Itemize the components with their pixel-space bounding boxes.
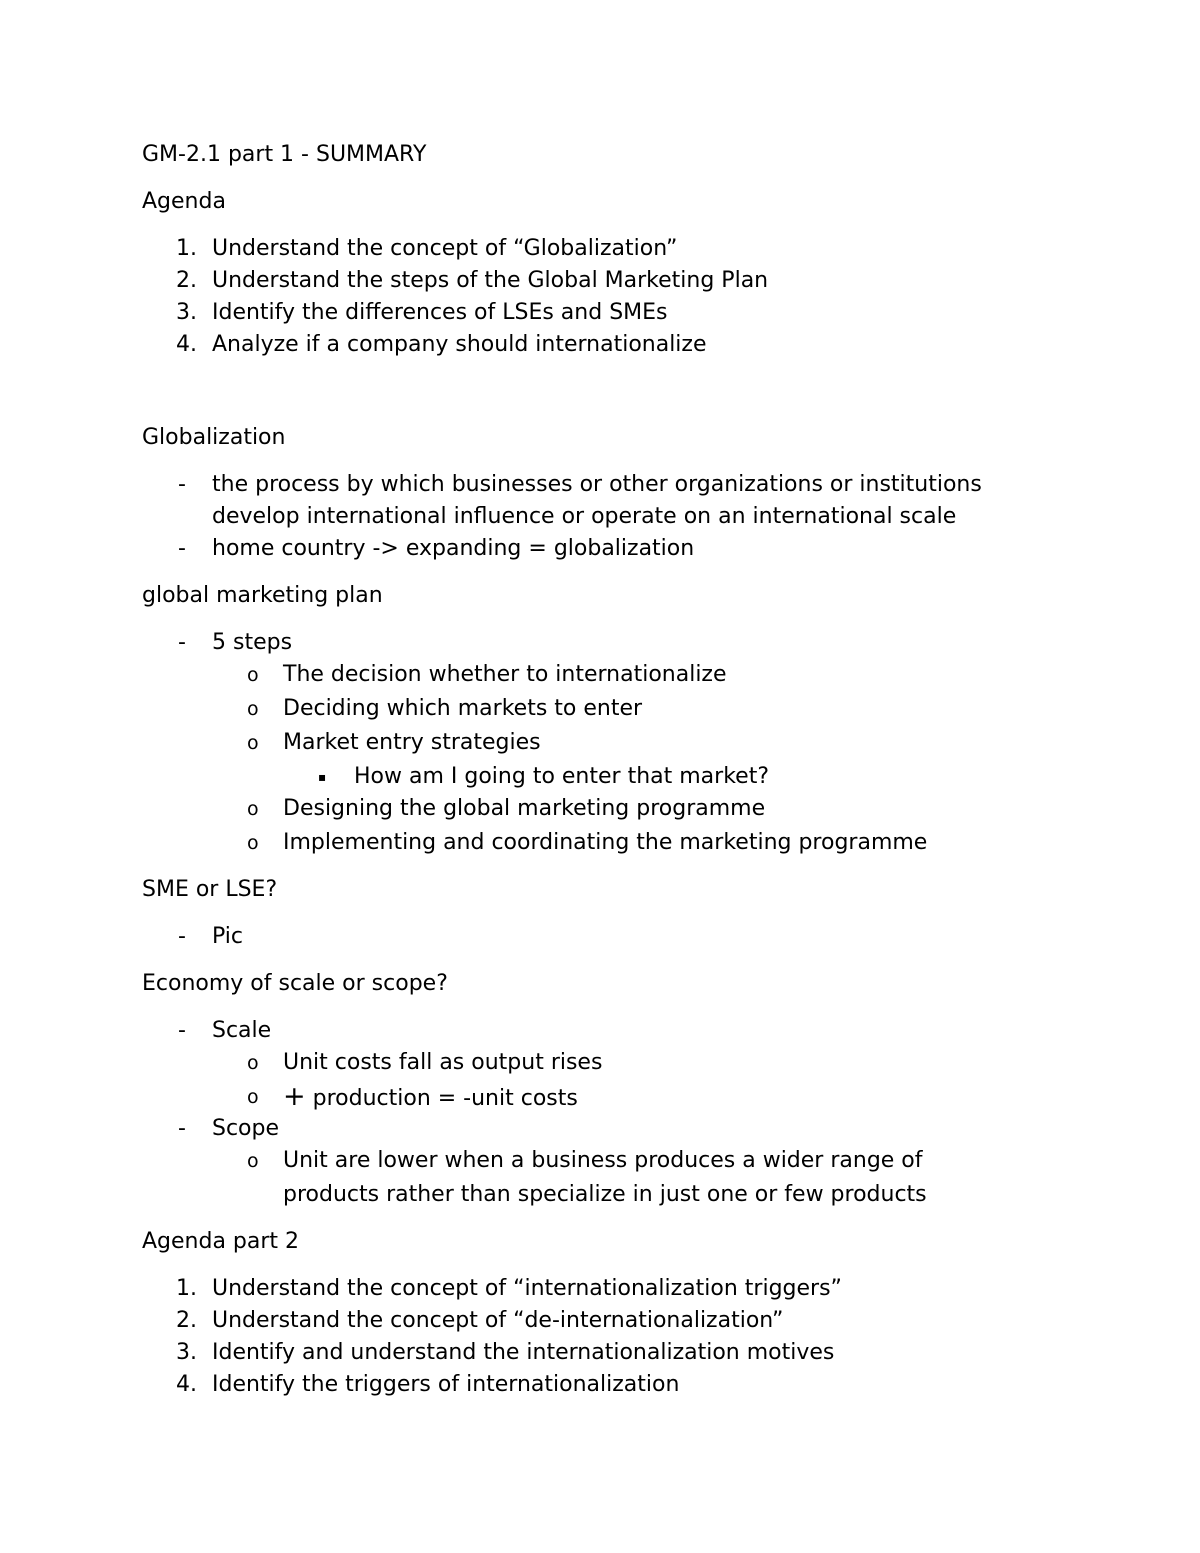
list-item-text: Understand the concept of “internationalization triggers” (212, 1276, 842, 1301)
sub-bullet-text: Designing the global marketing programme (283, 796, 766, 821)
bullet-text: Scale (212, 1018, 272, 1043)
dash-bullet: - (178, 536, 186, 561)
agenda-item (142, 1305, 1062, 1337)
dash-bullet: - (178, 924, 186, 949)
list-number: 1. (176, 1276, 197, 1301)
agenda-heading: Agenda (142, 189, 226, 214)
sub-bullet-item (142, 1145, 1062, 1177)
list-number: 3. (176, 300, 197, 325)
sub-bullet-item (142, 693, 1062, 725)
list-item-text: Analyze if a company should internationalize (212, 332, 707, 357)
sub-bullet-continuation (142, 1179, 1062, 1211)
bullet-continuation (142, 501, 1062, 533)
sub-sub-bullet-text: How am I going to enter that market? (354, 764, 769, 789)
sme-heading: SME or LSE? (142, 877, 278, 902)
document-title: GM-2.1 part 1 - SUMMARY (142, 142, 427, 167)
list-number: 1. (176, 236, 197, 261)
sub-sub-bullet-item (142, 761, 1062, 793)
bullet-item (142, 533, 1062, 565)
sub-bullet-item (142, 827, 1062, 859)
list-item-text: Understand the concept of “Globalization” (212, 236, 678, 261)
sub-bullet-item (142, 659, 1062, 691)
bullet-item (142, 921, 1062, 953)
agenda-item (142, 1273, 1062, 1305)
square-bullet: ▪ (318, 770, 327, 784)
circle-bullet: o (247, 664, 259, 686)
sub-bullet-text: Unit are lower when a business produces a wider range of (283, 1148, 923, 1173)
bullet-text: the process by which businesses or other organizations or institutions (212, 472, 982, 497)
list-item-text: Understand the steps of the Global Marketing Plan (212, 268, 769, 293)
agenda-item (142, 233, 1062, 265)
circle-bullet: o (247, 1150, 259, 1172)
bullet-item (142, 627, 1062, 659)
bullet-text: 5 steps (212, 630, 293, 655)
sub-bullet-text: Implementing and coordinating the marketing programme (283, 830, 928, 855)
sub-bullet-text: products rather than specialize in just one or few products (283, 1182, 927, 1207)
economy-heading: Economy of scale or scope? (142, 971, 448, 996)
document-page (142, 139, 1062, 1401)
bullet-item (142, 469, 1062, 501)
globalization-heading: Globalization (142, 425, 286, 450)
dash-bullet: - (178, 472, 186, 497)
circle-bullet: o (247, 698, 259, 720)
list-item-text: Understand the concept of “de-internationalization” (212, 1308, 784, 1333)
sub-bullet-item (142, 1047, 1062, 1079)
list-item-text: Identify and understand the internationalization motives (212, 1340, 835, 1365)
bullet-text: Pic (212, 924, 243, 949)
sub-bullet-text: Unit costs fall as output rises (283, 1050, 603, 1075)
sub-bullet-item (142, 1081, 1062, 1113)
bullet-text: home country -> expanding = globalization (212, 536, 695, 561)
circle-bullet: o (247, 732, 259, 754)
agenda-item (142, 1337, 1062, 1369)
agenda2-heading: Agenda part 2 (142, 1229, 300, 1254)
bullet-item (142, 1113, 1062, 1145)
sub-bullet-item (142, 727, 1062, 759)
circle-bullet: o (247, 1086, 259, 1108)
dash-bullet: - (178, 630, 186, 655)
list-item-text: Identify the triggers of internationalization (212, 1372, 680, 1397)
agenda-item (142, 265, 1062, 297)
circle-bullet: o (247, 798, 259, 820)
sub-bullet-text: Deciding which markets to enter (283, 696, 643, 721)
bullet-item (142, 1015, 1062, 1047)
sub-bullet-text: + production = -unit costs (283, 1081, 578, 1112)
circle-bullet: o (247, 832, 259, 854)
agenda-item (142, 1369, 1062, 1401)
dash-bullet: - (178, 1116, 186, 1141)
list-number: 2. (176, 268, 197, 293)
list-number: 4. (176, 332, 197, 357)
list-number: 3. (176, 1340, 197, 1365)
bullet-text: Scope (212, 1116, 280, 1141)
sub-bullet-text: Market entry strategies (283, 730, 541, 755)
sub-bullet-text: The decision whether to internationalize (283, 662, 727, 687)
list-number: 4. (176, 1372, 197, 1397)
agenda-item (142, 297, 1062, 329)
gmp-heading: global marketing plan (142, 583, 383, 608)
list-item-text: Identify the differences of LSEs and SMEs (212, 300, 668, 325)
sub-bullet-item (142, 793, 1062, 825)
plus-sign: + (283, 1081, 306, 1112)
dash-bullet: - (178, 1018, 186, 1043)
agenda-item (142, 329, 1062, 361)
list-number: 2. (176, 1308, 197, 1333)
circle-bullet: o (247, 1052, 259, 1074)
bullet-text: develop international influence or operate on an international scale (212, 504, 957, 529)
